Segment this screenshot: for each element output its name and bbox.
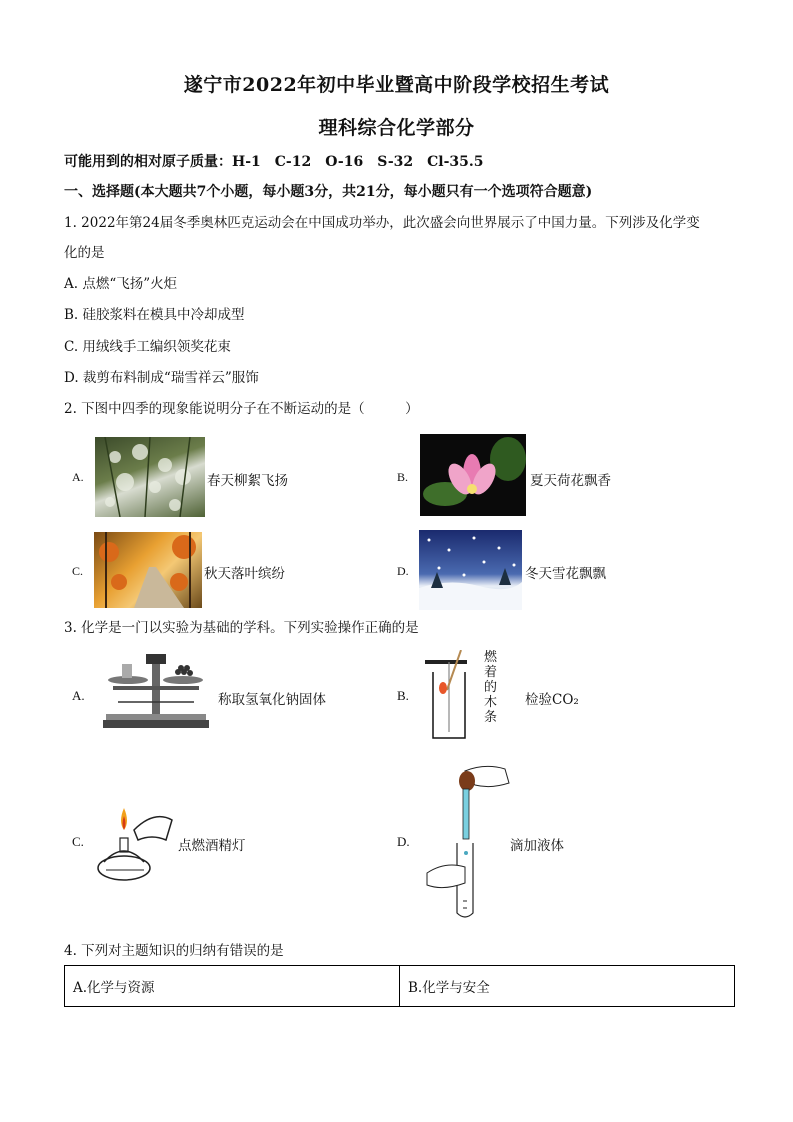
q1-option-c: C. 用绒线手工编织领奖花束 [64,339,231,355]
exam-subtitle: 理科综合化学部分 [318,117,475,139]
snow-image [419,530,522,610]
q1-option-a: A. 点燃“飞扬”火炬 [64,276,178,292]
dropper-testtube-icon [425,763,515,921]
q3-stem: 3. 化学是一门以实验为基础的学科。下列实验操作正确的是 [64,620,419,636]
q3-option-a-text: 称取氢氧化钠固体 [218,692,326,708]
lotus-image [420,434,526,516]
q1-stem-cont: 化的是 [64,245,105,261]
gas-bottle-icon [425,650,485,742]
q4-cell-b: B.化学与安全 [400,966,735,1007]
autumn-image [94,532,202,608]
q1-option-d: D. 裁剪布料制成“瑞雪祥云”服饰 [64,370,259,386]
q2-option-b-text: 夏天荷花飘香 [530,473,611,489]
burning-stick-label: 燃着的木条 [484,650,498,725]
q3-option-c-letter: C. [72,834,84,849]
q2-option-a-text: 春天柳絮飞扬 [207,473,288,489]
willow-image [95,437,205,517]
q3-option-b-text: 检验CO₂ [525,692,579,708]
q2-option-d-letter: D. [397,564,409,578]
atomic-mass-line: 可能用到的相对原子质量：H-1 C-12 O-16 S-32 Cl-35.5 [64,154,484,170]
q2-option-a-letter: A. [72,470,84,484]
q4-stem: 4. 下列对主题知识的归纳有错误的是 [64,943,284,959]
q2-stem: 2. 下图中四季的现象能说明分子在不断运动的是（ ） [64,401,419,417]
exam-title: 遂宁市2022年初中毕业暨高中阶段学校招生考试 [183,74,610,96]
q4-cell-a: A.化学与资源 [65,966,400,1007]
section-heading: 一、选择题(本大题共7个小题，每小题3分，共21分，每小题只有一个选项符合题意) [64,184,593,200]
q3-option-a-letter: A. [72,688,85,703]
table-row [65,966,735,1007]
q2-option-c-text: 秋天落叶缤纷 [204,566,285,582]
q1-stem: 1. 2022年第24届冬季奥林匹克运动会在中国成功举办，此次盛会向世界展示了中国力量。下列涉及化学变 [64,215,700,231]
willow-catkins-photo [95,437,205,517]
q1-option-b: B. 硅胶浆料在模具中冷却成型 [64,307,245,323]
q3-option-d-letter: D. [397,834,410,849]
q3-option-d-text: 滴加液体 [510,838,564,854]
q2-option-c-letter: C. [72,564,84,578]
balance-scale-icon [98,652,214,732]
autumn-leaves-photo [94,532,202,608]
q2-option-d-text: 冬天雪花飘飘 [525,566,606,582]
alcohol-lamp-icon [94,800,176,884]
lotus-photo [420,434,526,516]
q2-option-b-letter: B. [397,470,409,484]
q3-option-c-text: 点燃酒精灯 [178,838,246,854]
q3-option-b-letter: B. [397,688,409,703]
snowfall-photo [419,530,522,610]
q4-table [64,965,735,1007]
